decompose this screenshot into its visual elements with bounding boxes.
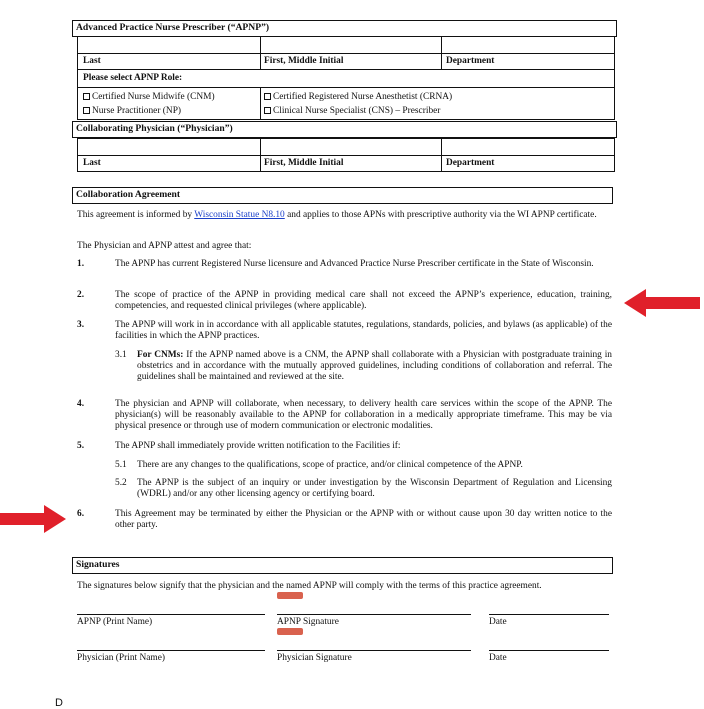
checkbox-icon <box>264 93 271 100</box>
arrow-right-shape <box>0 505 66 533</box>
item-4-number: 4. <box>77 399 85 409</box>
item-5-1-number: 5.1 <box>115 460 127 470</box>
role-option-np[interactable]: Nurse Practitioner (NP) <box>83 106 181 116</box>
agreement-section-title: Collaboration Agreement <box>76 189 181 200</box>
apnp-first-label: First, Middle Initial <box>264 56 344 66</box>
checkbox-icon <box>83 93 90 100</box>
physician-first-label: First, Middle Initial <box>264 158 344 168</box>
role-option-crna[interactable]: Certified Registered Nurse Anesthetist (CRNA) <box>264 92 452 102</box>
item-3-1-text: For CNMs: If the APNP named above is a CNM, the APNP shall collaborate with a Physician with postgraduate training in obstetrics and in accordance with the mutually approved guidelines, including conditions of collaboration and referral. The guidelines shall be maintained and reviewed at the site. <box>137 350 612 383</box>
signatures-section-header <box>72 557 613 574</box>
item-2-number: 2. <box>77 290 85 300</box>
item-5-text: The APNP shall immediately provide written notification to the Facilities if: <box>115 441 401 451</box>
apnp-department-label: Department <box>446 56 495 66</box>
role-option-cns[interactable]: Clinical Nurse Specialist (CNS) – Prescriber <box>264 106 440 116</box>
physician-signature-label: Physician Signature <box>277 653 352 663</box>
footer-character: D <box>55 697 63 709</box>
item-6-number: 6. <box>77 509 85 519</box>
role-option-cnm[interactable]: Certified Nurse Midwife (CNM) <box>83 92 215 102</box>
date-line-1[interactable] <box>489 614 609 615</box>
agreement-intro: This agreement is informed by Wisconsin Statue N8.10 and applies to those APNs with prescriptive authority via the WI APNP certificate. <box>77 210 597 220</box>
checkbox-icon <box>264 107 271 114</box>
arrow-left-icon <box>624 288 700 318</box>
apnp-section-header <box>72 20 617 37</box>
item-5-number: 5. <box>77 441 85 451</box>
item-1-number: 1. <box>77 259 85 269</box>
apnp-section-title: Advanced Practice Nurse Prescriber (“APNP”) <box>76 22 270 33</box>
agreement-attest: The Physician and APNP attest and agree that: <box>77 241 252 251</box>
checkbox-icon <box>83 107 90 114</box>
physician-signature-line[interactable] <box>277 650 471 651</box>
apnp-role-prompt: Please select APNP Role: <box>83 73 183 83</box>
date-line-2[interactable] <box>489 650 609 651</box>
apnp-last-label: Last <box>83 56 101 66</box>
date-label-1: Date <box>489 617 507 627</box>
item-4-text: The physician and APNP will collaborate, when necessary, to delivery health care services within the scope of the APNP. The physician(s) will be reasonably available to the APNP for collaboration in a medically appropriate timeframe. This may be via physical presence or through use of modern communication or electronic modalities. <box>115 399 612 432</box>
physician-last-label: Last <box>83 158 101 168</box>
wisconsin-statute-link[interactable]: Wisconsin Statue N8.10 <box>194 210 285 220</box>
apnp-signature-line[interactable] <box>277 614 471 615</box>
sign-here-tag-icon[interactable] <box>277 628 303 635</box>
apnp-role-table <box>77 69 615 120</box>
item-1-text: The APNP has current Registered Nurse licensure and Advanced Practice Nurse Prescriber certificate in the State of Wisconsin. <box>115 259 594 269</box>
physician-section-title: Collaborating Physician (“Physician”) <box>76 123 233 134</box>
item-2-text: The scope of practice of the APNP in providing medical care shall not exceed the APNP’s experience, education, training, competencies, and requested clinical privileges (where applicable). <box>115 290 612 312</box>
date-label-2: Date <box>489 653 507 663</box>
physician-print-label: Physician (Print Name) <box>77 653 166 663</box>
apnp-print-label: APNP (Print Name) <box>77 617 153 627</box>
item-5-2-number: 5.2 <box>115 478 127 488</box>
physician-print-line[interactable] <box>77 650 265 651</box>
arrow-left-shape <box>624 289 700 317</box>
item-5-1-text: There are any changes to the qualifications, scope of practice, and/or clinical competence of the APNP. <box>137 460 523 470</box>
sign-here-tag-icon[interactable] <box>277 592 303 599</box>
item-3-text: The APNP will work in in accordance with all applicable statutes, regulations, standards, policies, and bylaws (as applicable) of the facilities in which the APNP practices. <box>115 320 612 342</box>
signatures-section-title: Signatures <box>76 559 120 570</box>
apnp-name-table <box>77 36 615 70</box>
item-5-2-text: The APNP is the subject of an inquiry or under investigation by the Wisconsin Department of Regulation and Licensing (WDRL) and/or any other licensing agency or certifying board. <box>137 478 612 500</box>
agreement-section-header <box>72 187 613 204</box>
item-3-number: 3. <box>77 320 85 330</box>
item-3-1-number: 3.1 <box>115 350 127 360</box>
apnp-print-line[interactable] <box>77 614 265 615</box>
physician-name-table <box>77 138 615 172</box>
physician-department-label: Department <box>446 158 495 168</box>
item-6-text: This Agreement may be terminated by either the Physician or the APNP with or without cause upon 30 day written notice to the other party. <box>115 509 612 531</box>
physician-section-header <box>72 121 617 138</box>
signatures-statement: The signatures below signify that the physician and the named APNP will comply with the terms of this practice agreement. <box>77 581 542 591</box>
apnp-signature-label: APNP Signature <box>277 617 339 627</box>
arrow-right-icon <box>0 504 66 534</box>
